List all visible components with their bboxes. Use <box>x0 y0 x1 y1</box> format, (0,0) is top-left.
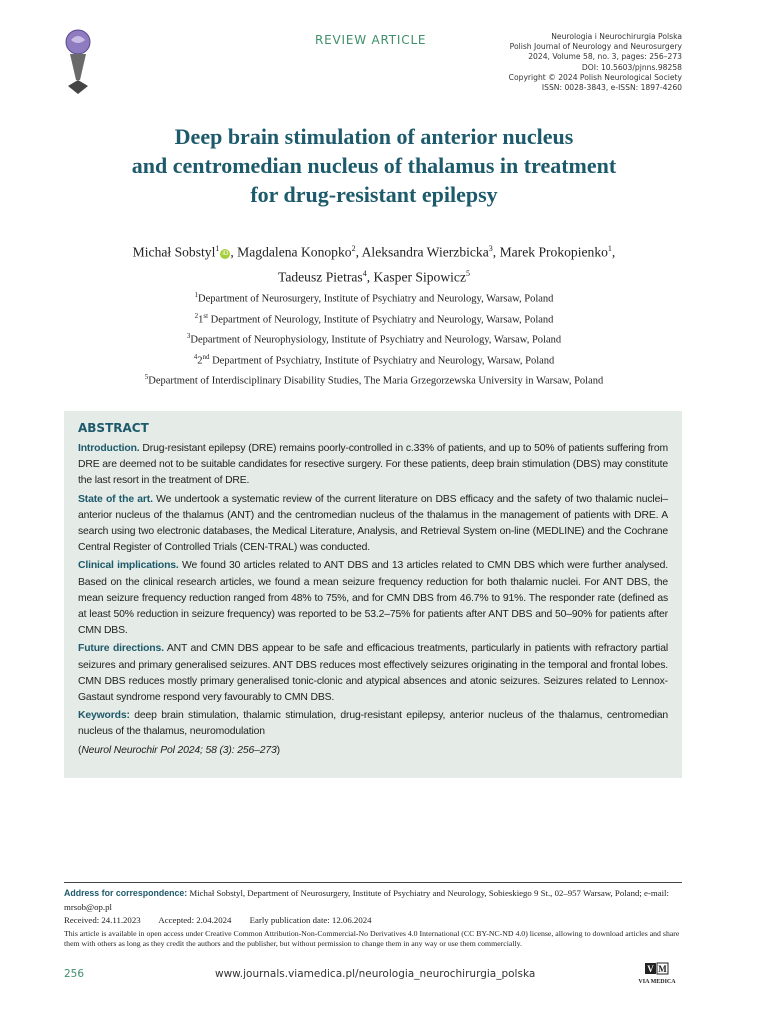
correspondence <box>64 886 682 914</box>
affiliation-sup: 1 <box>194 291 199 299</box>
affiliation <box>60 328 688 349</box>
affiliation-text: Department of Psychiatry, Institute of Psychiatry and Neurology, Warsaw, Poland <box>209 355 555 366</box>
abstract-label: Keywords: <box>78 710 130 722</box>
citation-paren: ( <box>78 744 82 756</box>
journal-logo-icon <box>62 28 94 98</box>
svg-text:V: V <box>647 964 654 974</box>
abstract-label: Future directions. <box>78 643 164 655</box>
accepted-date: Accepted: 2.04.2024 <box>158 915 232 925</box>
author-sup: 3 <box>488 244 493 253</box>
abstract-label: Clinical implications. <box>78 560 179 572</box>
abstract-introduction <box>78 441 668 490</box>
orcid-icon[interactable]: iD <box>222 249 229 257</box>
early-publication-date: Early publication date: 12.06.2024 <box>249 915 372 925</box>
author-sup: 1 <box>215 244 220 253</box>
title-line: Deep brain stimulation of anterior nucleus <box>174 124 574 149</box>
publisher-name: VIA MEDICA <box>638 979 676 985</box>
author-name: Tadeusz Pietras <box>277 269 363 285</box>
publisher-logo-icon <box>632 962 682 986</box>
affiliation-ordinal-sup: nd <box>202 352 210 361</box>
svg-text:M: M <box>658 964 667 974</box>
received-date: Received: 24.11.2023 <box>64 915 141 925</box>
citation-text: Neurol Neurochir Pol 2024; 58 (3): 256–273 <box>81 744 277 756</box>
affiliation-ordinal: 2 <box>197 355 203 366</box>
affiliation-sup: 3 <box>186 332 191 340</box>
abstract-label: State of the art. <box>78 493 153 505</box>
journal-copyright: Copyright © 2024 Polish Neurological Society <box>508 72 682 82</box>
abstract-heading: ABSTRACT <box>78 421 149 435</box>
affiliation-sup: 2 <box>194 311 199 320</box>
journal-volume[interactable]: 2024, Volume 58, no. 3, pages: 256–273 <box>528 52 682 62</box>
abstract-state-of-art <box>78 492 668 557</box>
affiliation-text: Department of Neurophysiology, Institute of Psychiatry and Neurology, Warsaw, Poland <box>190 334 562 346</box>
correspondence-label: Address for correspondence: <box>64 888 188 898</box>
author-sup: 1 <box>607 244 612 253</box>
abstract-keywords <box>78 708 668 740</box>
affiliation-list <box>60 287 688 390</box>
abstract-future <box>78 641 668 706</box>
author-name: Magdalena Konopko <box>237 244 352 260</box>
abstract-citation <box>78 743 668 759</box>
affiliation-sup: 4 <box>193 352 198 361</box>
affiliation <box>60 369 688 390</box>
journal-doi[interactable]: DOI: 10.5603/pjnns.98258 <box>581 62 682 72</box>
author-sup: 4 <box>362 268 367 278</box>
footer-divider <box>64 882 682 883</box>
abstract-box <box>64 411 682 778</box>
abstract-text: ANT and CMN DBS appear to be safe and efficacious treatments, particularly in patients with refractory partial seizures and primary generalised seizures. ANT DBS reduces most effectively seizures originating in the temporal and frontal lobes. CMN DBS reduces mostly primary generalised tonic-clonic and atypical absences and atonic seizures. Seizures related to Lennox-Gastaut syndrome respond very favourably to CMN DBS. <box>78 643 668 704</box>
affiliation-ordinal: 1 <box>198 314 204 325</box>
journal-issn: ISSN: 0028-3843, e-ISSN: 1897-4260 <box>541 83 682 93</box>
journal-name-en: Polish Journal of Neurology and Neurosurgery <box>509 42 682 52</box>
affiliation-ordinal-sup: st <box>203 311 209 320</box>
author-name: Aleksandra Wierzbicka <box>361 244 489 260</box>
author-sup: 2 <box>351 244 356 253</box>
title-line: and centromedian nucleus of thalamus in treatment <box>131 153 617 178</box>
abstract-text: We found 30 articles related to ANT DBS and 13 articles related to CMN DBS which were further analysed. Based on the clinical research articles, we found a mean seizure frequency reduction for both thalamic nuclei. For ANT DBS, the mean seizure frequency reduction ranged from 48% to 75%, and for CMN DBS from 46.7% to 91%. The responder rate (defined as at least 50% reduction in seizure frequency) was reported to be 53.2–75% for patients after ANT DBS and 50–90% for patients after CMN DBS. <box>78 560 668 637</box>
affiliation <box>60 349 688 370</box>
author-name: Marek Prokopienko <box>499 244 608 260</box>
affiliation-sup: 5 <box>144 373 149 381</box>
page-number: 256 <box>64 968 85 980</box>
journal-name: Neurologia i Neurochirurgia Polska <box>551 32 682 41</box>
affiliation <box>60 287 688 308</box>
author-name: Kasper Sipowicz <box>373 269 467 285</box>
affiliation <box>60 308 688 329</box>
correspondence-text: Michał Sobstyl, Department of Neurosurgery, Institute of Psychiatry and Neurology, Sobieskiego 9 St., 02–957 Warsaw, Poland; e-mail: mrsob@op.pl <box>64 888 669 912</box>
article-type-label: REVIEW ARTICLE <box>315 33 427 47</box>
license-text: This article is available in open access under Creative Common Attribution-Non-Commercial-No Derivatives 4.0 International (CC BY-NC-ND 4.0) license, allowing to download articles and share them with others as long as they credit the authors and the publisher, but without permission to change them in any way or use them commercially. <box>64 929 680 948</box>
journal-info <box>509 32 682 93</box>
title-line: for drug-resistant epilepsy <box>250 182 498 207</box>
author-name: Michał Sobstyl <box>132 244 216 260</box>
affiliation-text: Department of Neurosurgery, Institute of Psychiatry and Neurology, Warsaw, Poland <box>198 293 554 305</box>
citation-paren: ) <box>276 744 280 756</box>
abstract-text: Drug-resistant epilepsy (DRE) remains poorly-controlled in c.33% of patients, and up to 50% of patients suffering from DRE are deemed not to be suitable candidates for resective surgery. For these patients, deep brain stimulation (DBS) may constitute the last resort in the treatment of DRE. <box>78 443 668 487</box>
abstract-label: Introduction. <box>78 443 140 454</box>
affiliation-text: Department of Interdisciplinary Disability Studies, The Maria Grzegorzewska University in Warsaw, Poland <box>148 375 604 387</box>
author-sup: 5 <box>466 268 471 278</box>
abstract-text: We undertook a systematic review of the current literature on DBS efficacy and the safety of two thalamic nuclei–anterior nucleus of the thalamus (ANT) and the centromedian nucleus of the thalamus in the management of patients with DRE. A search using two electronic databases, the Medical Literature, Analysis, and Retrieval System on-line (MEDLINE) and the Cochrane Central Register of Controlled Trials (CEN-TRAL) was conducted. <box>78 493 668 554</box>
author-list: Michał Sobstyl$^1$iD , Magdalena Konopko$^2$, Aleksandra Wierzbicka$^3$, Marek Prokopienko$^1$, Tadeusz Pietras$^4$, Kasper Sipowicz$^5$ <box>132 244 616 285</box>
abstract-clinical <box>78 558 668 639</box>
article-title <box>60 122 688 209</box>
affiliation-text: Department of Neurology, Institute of Psychiatry and Neurology, Warsaw, Poland <box>208 314 554 325</box>
journal-url[interactable]: www.journals.viamedica.pl/neurologia_neurochirurgia_polska <box>215 968 536 980</box>
abstract-text: deep brain stimulation, thalamic stimulation, drug-resistant epilepsy, anterior nucleus of the thalamus, centromedian nucleus of the thalamus, neuromodulation <box>78 710 668 738</box>
article-dates <box>64 914 682 926</box>
